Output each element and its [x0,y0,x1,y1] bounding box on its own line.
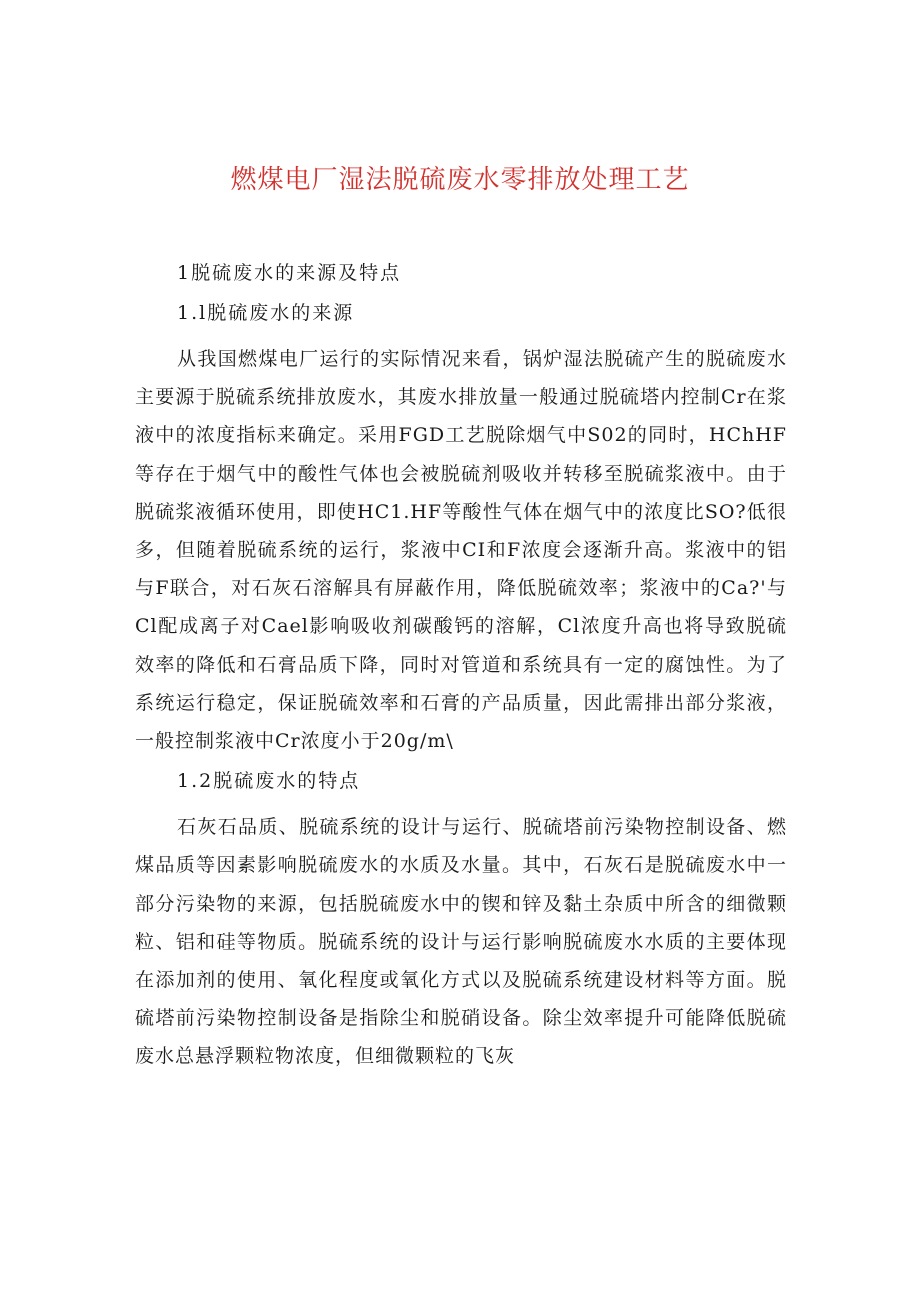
section-heading: 1脱硫废水的来源及特点 [177,262,402,284]
subsection-heading-source: 1.l脱硫废水的来源 [177,302,355,324]
document-body [135,254,787,1076]
paragraph-source: 从我国燃煤电厂运行的实际情况来看，锅炉湿法脱硫产生的脱硫废水主要源于脱硫系统排放废水，其废水排放量一般通过脱硫塔内控制Cr在浆液中的浓度指标来确定。采用FGD工艺脱除烟气中S02的同时，HChHF等存在于烟气中的酸性气体也会被脱硫剂吸收并转移至脱硫浆液中。由于脱硫浆液循环使用，即使HC1.HF等酸性气体在烟气中的浓度比SO?低很多，但随着脱硫系统的运行，浆液中CI和F浓度会逐渐升高。浆液中的铝与F联合，对石灰石溶解具有屏蔽作用，降低脱硫效率；浆液中的Ca?'与Cl配成离子对Cael影响吸收剂碳酸钙的溶解，Cl浓度升高也将导致脱硫效率的降低和石膏品质下降，同时对管道和系统具有一定的腐蚀性。为了系统运行稳定，保证脱硫效率和石膏的产品质量，因此需排出部分浆液，一般控制浆液中Cr浓度小于20g∕m\ [135,348,787,753]
document-title: 燃煤电厂湿法脱硫废水零排放处理工艺 [230,165,690,195]
subsection-heading-characteristics: 1.2脱硫废水的特点 [177,770,361,793]
paragraph-characteristics: 石灰石品质、脱硫系统的设计与运行、脱硫塔前污染物控制设备、燃煤品质等因素影响脱硫废水的水质及水量。其中，石灰石是脱硫废水中一部分污染物的来源，包括脱硫废水中的锲和锌及黏土杂质中所含的细微颗粒、铝和硅等物质。脱硫系统的设计与运行影响脱硫废水水质的主要体现在添加剂的使用、氧化程度或氧化方式以及脱硫系统建设材料等方面。脱硫塔前污染物控制设备是指除尘和脱硝设备。除尘效率提升可能降低脱硫废水总悬浮颗粒物浓度，但细微颗粒的飞灰 [135,816,787,1068]
